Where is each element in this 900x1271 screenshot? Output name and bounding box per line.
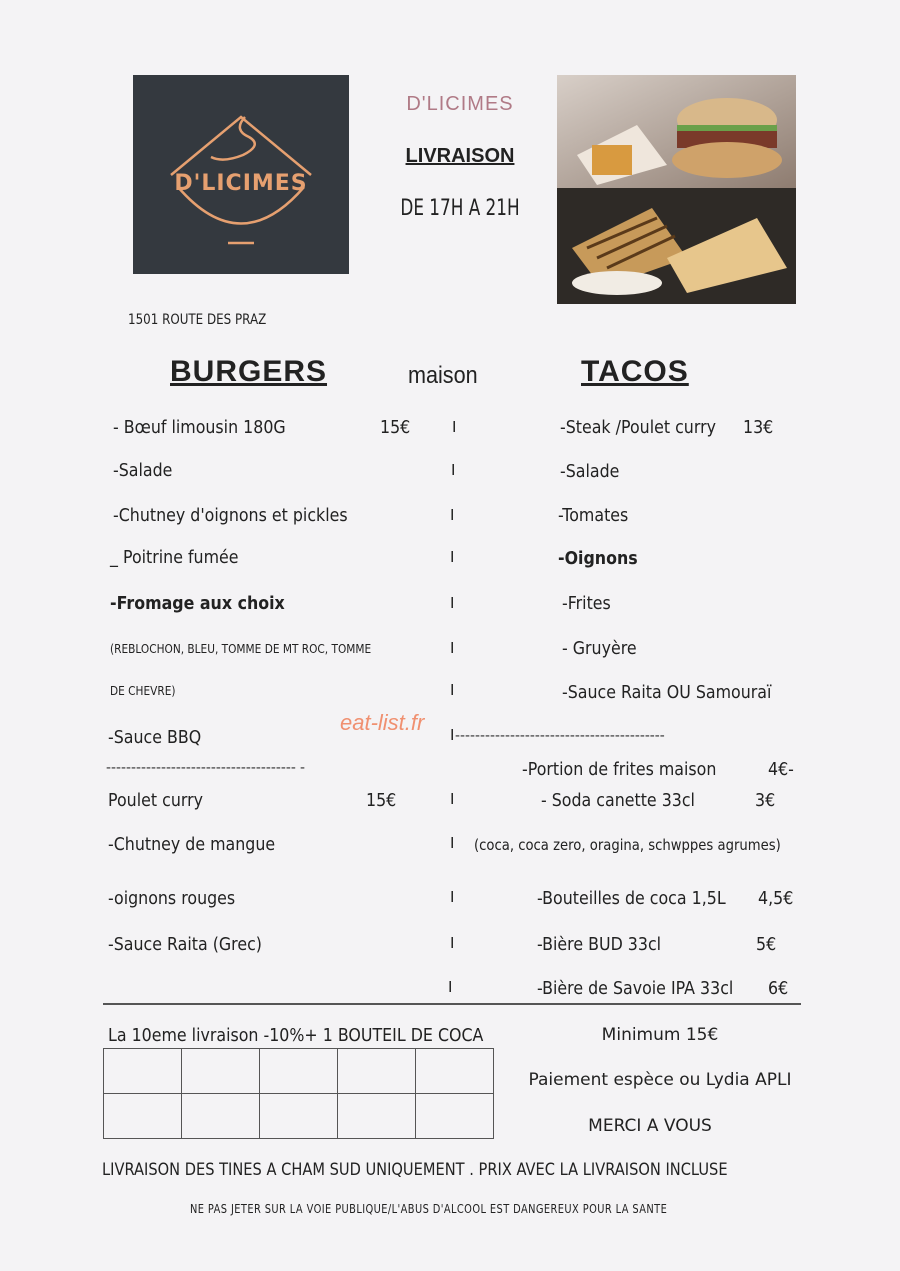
burger-chicken-item: Poulet curry bbox=[108, 790, 203, 811]
tacos-ingredient: -Salade bbox=[560, 461, 620, 482]
burger-photo-image bbox=[557, 75, 796, 188]
panini-photo bbox=[557, 188, 796, 304]
extra-item: -Portion de frites maison bbox=[522, 759, 717, 780]
burger-ingredient: -Sauce Raita (Grec) bbox=[108, 934, 262, 955]
stamp-cell bbox=[260, 1049, 338, 1094]
tacos-item: -Steak /Poulet curry bbox=[560, 417, 716, 438]
watermark: eat-list.fr bbox=[340, 710, 425, 735]
tacos-ingredient: -Tomates bbox=[558, 505, 629, 526]
separator-bar: I bbox=[450, 727, 455, 744]
separator-bar: I bbox=[450, 835, 455, 852]
burgers-heading: BURGERS bbox=[170, 355, 328, 388]
loyalty-stamp-grid bbox=[103, 1048, 494, 1139]
separator-bar: I bbox=[451, 462, 456, 479]
separator-bar: I bbox=[450, 595, 455, 612]
separator-bar: I bbox=[450, 791, 455, 808]
extra-item: - Soda canette 33cl bbox=[541, 790, 695, 811]
stamp-cell bbox=[104, 1049, 182, 1094]
tacos-sauce: -Sauce Raita OU Samouraï bbox=[562, 682, 772, 703]
extra-item: -Bière BUD 33cl bbox=[537, 934, 662, 955]
minimum-order: Minimum 15€ bbox=[601, 1025, 719, 1045]
separator-bar: I bbox=[450, 682, 455, 699]
burger-ingredient: -oignons rouges bbox=[108, 888, 236, 909]
delivery-zone-note: LIVRAISON DES TINES A CHAM SUD UNIQUEMENT . PRIX AVEC LA LIVRAISON INCLUSE bbox=[102, 1160, 728, 1180]
logo-text: D'LICIMES bbox=[174, 171, 308, 196]
divider: ------------------------------------------ bbox=[455, 727, 665, 744]
maison-heading: maison bbox=[408, 362, 478, 389]
tacos-ingredient: - Gruyère bbox=[562, 638, 637, 659]
burger-chicken-price: 15€ bbox=[366, 790, 397, 811]
burger-cheese-options: DE CHEVRE) bbox=[110, 684, 176, 698]
separator-bar: I bbox=[450, 935, 455, 952]
stamp-cell bbox=[338, 1094, 416, 1139]
payment-info: Paiement espèce ou Lydia APLI bbox=[528, 1070, 792, 1090]
extra-item: -Bouteilles de coca 1,5L bbox=[537, 888, 726, 909]
stamp-cell bbox=[182, 1094, 260, 1139]
tacos-price: 13€ bbox=[743, 417, 774, 438]
separator-bar: I bbox=[452, 419, 457, 436]
extra-price: 5€ bbox=[756, 934, 777, 955]
address: 1501 ROUTE DES PRAZ bbox=[128, 312, 267, 328]
stamp-cell bbox=[104, 1094, 182, 1139]
extra-item: -Bière de Savoie IPA 33cl bbox=[537, 978, 734, 999]
delivery-hours: DE 17H A 21H bbox=[400, 196, 520, 221]
extra-price: 4€- bbox=[768, 759, 794, 780]
divider: -------------------------------------- - bbox=[106, 759, 305, 776]
stamp-cell bbox=[416, 1094, 494, 1139]
separator-bar: I bbox=[450, 889, 455, 906]
tacos-ingredient: -Oignons bbox=[558, 548, 638, 569]
tacos-heading: TACOS bbox=[581, 355, 689, 388]
section-divider bbox=[103, 1003, 801, 1005]
tacos-ingredient: -Frites bbox=[562, 593, 611, 614]
delivery-heading: LIVRAISON bbox=[405, 145, 515, 167]
burger-cheese-options: (REBLOCHON, BLEU, TOMME DE MT ROC, TOMME bbox=[110, 642, 372, 656]
separator-bar: I bbox=[448, 979, 453, 996]
burger-ingredient: -Chutney d'oignons et pickles bbox=[113, 505, 348, 526]
thanks: MERCI A VOUS bbox=[588, 1116, 712, 1136]
stamp-cell bbox=[260, 1094, 338, 1139]
alcohol-warning: NE PAS JETER SUR LA VOIE PUBLIQUE/L'ABUS D'ALCOOL EST DANGEREUX POUR LA SANTE bbox=[190, 1202, 668, 1216]
soda-options: (coca, coca zero, oragina, schwppes agrumes) bbox=[474, 836, 781, 854]
stamp-cell bbox=[182, 1049, 260, 1094]
burger-photo bbox=[557, 75, 796, 188]
stamp-cell bbox=[416, 1049, 494, 1094]
panini-photo-image bbox=[557, 188, 796, 304]
separator-bar: I bbox=[450, 549, 455, 566]
separator-bar: I bbox=[450, 640, 455, 657]
extra-price: 6€ bbox=[768, 978, 789, 999]
loyalty-text: La 10eme livraison -10%+ 1 BOUTEIL DE COCA bbox=[108, 1025, 484, 1046]
burger-ingredient: -Fromage aux choix bbox=[110, 593, 285, 614]
separator-bar: I bbox=[450, 507, 455, 524]
logo bbox=[133, 75, 349, 274]
burger-ingredient: -Chutney de mangue bbox=[108, 834, 276, 855]
extra-price: 4,5€ bbox=[758, 888, 794, 909]
burger-ingredient: -Sauce BBQ bbox=[108, 727, 202, 748]
burger-ingredient: _ Poitrine fumée bbox=[110, 547, 239, 568]
burger-beef-price: 15€ bbox=[380, 417, 411, 438]
burger-beef-item: - Bœuf limousin 180G bbox=[113, 417, 286, 438]
extra-price: 3€ bbox=[755, 790, 776, 811]
burger-ingredient: -Salade bbox=[113, 460, 173, 481]
brand-name: D'LICIMES bbox=[406, 93, 514, 115]
stamp-cell bbox=[338, 1049, 416, 1094]
